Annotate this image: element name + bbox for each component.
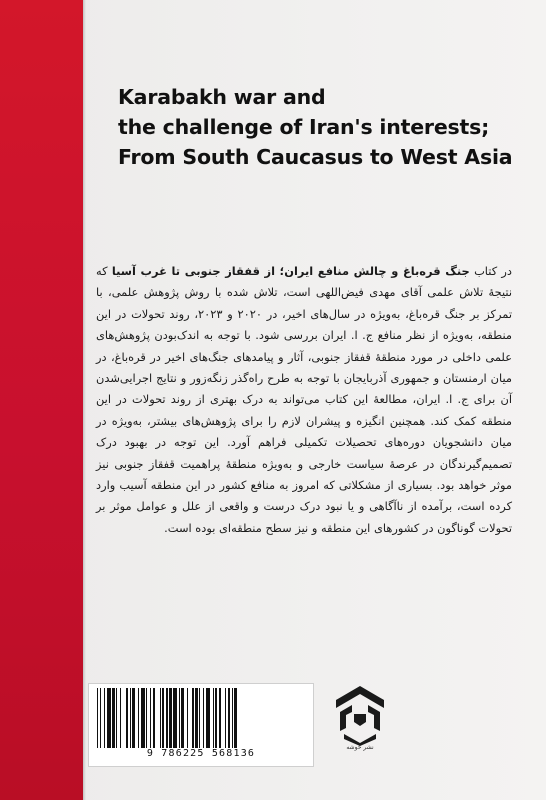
publisher-logo-icon [332,684,388,746]
english-title-line-1: Karabakh war and [118,85,326,109]
blurb-paragraph [96,261,512,539]
barcode-bars [97,688,303,748]
barcode-digits: 9 786225 568136 [146,748,256,759]
blurb-intro: در کتاب [474,264,513,278]
red-side-band [0,0,83,800]
english-title-line-3: From South Caucasus to West Asia [118,145,513,169]
english-title-line-2: the challenge of Iran's interests; [118,115,490,139]
publisher-name: نشر خوشه [346,744,374,751]
red-band-shadow [83,0,86,800]
english-title [118,82,538,172]
blurb-book-title: جنگ قره‌باغ و چالش منافع ایران؛ از قفقاز جنوبی تا غرب آسیا [111,264,470,278]
persian-blurb [96,261,512,539]
isbn-barcode [88,683,314,767]
blurb-body: که نتیجهٔ تلاش علمی آقای مهدی فیض‌اللهی است، تلاش شده با روش پژوهش علمی، با تمرکز بر جنگ قره‌باغ، به‌ویژه در سال‌های اخیر، در ۲۰۲۰ و ۲۰۲۳، روند تحولات در این منطقه، به‌ویژه از نظر منافع ج. ا. ایران بررسی شود. با توجه به اندک‌بودن پژوهش‌های علمی داخلی در مورد منطقهٔ قفقاز جنوبی، آثار و پیامدهای جنگ‌های اخیر در قره‌باغ، در میان ارمنستان و جمهوری آذربایجان با توجه به طرح راه‌گذر زنگه‌زور و نتایج اجرایی‌شدن آن برای ج. ا. ایران، مطالعهٔ این کتاب می‌تواند به درک بهتری از روند تحولات در این منطقه کمک کند. همچنین انگیزه و پیشران لازم را برای پژوهش‌های بیشتر، به‌ویژه در میان دانشجویان دوره‌های تحصیلات تکمیلی فراهم آورد. این توجه در بهبود درک تصمیم‌گیرندگان در عرصهٔ سیاست خارجی و به‌ویژه منطقهٔ پراهمیت قفقاز جنوبی نیز موثر خواهد بود. بسیاری از مشکلاتی که امروز به منافع کشور در این منطقه آسیب وارد کرده است، برآمده از ناآگاهی و یا نبود درک درست و واقعی از علل و عوامل موثر بر تحولات گوناگون در کشورهای این منطقه و نیز سطح منطقه‌ای بوده است. [96,264,513,535]
